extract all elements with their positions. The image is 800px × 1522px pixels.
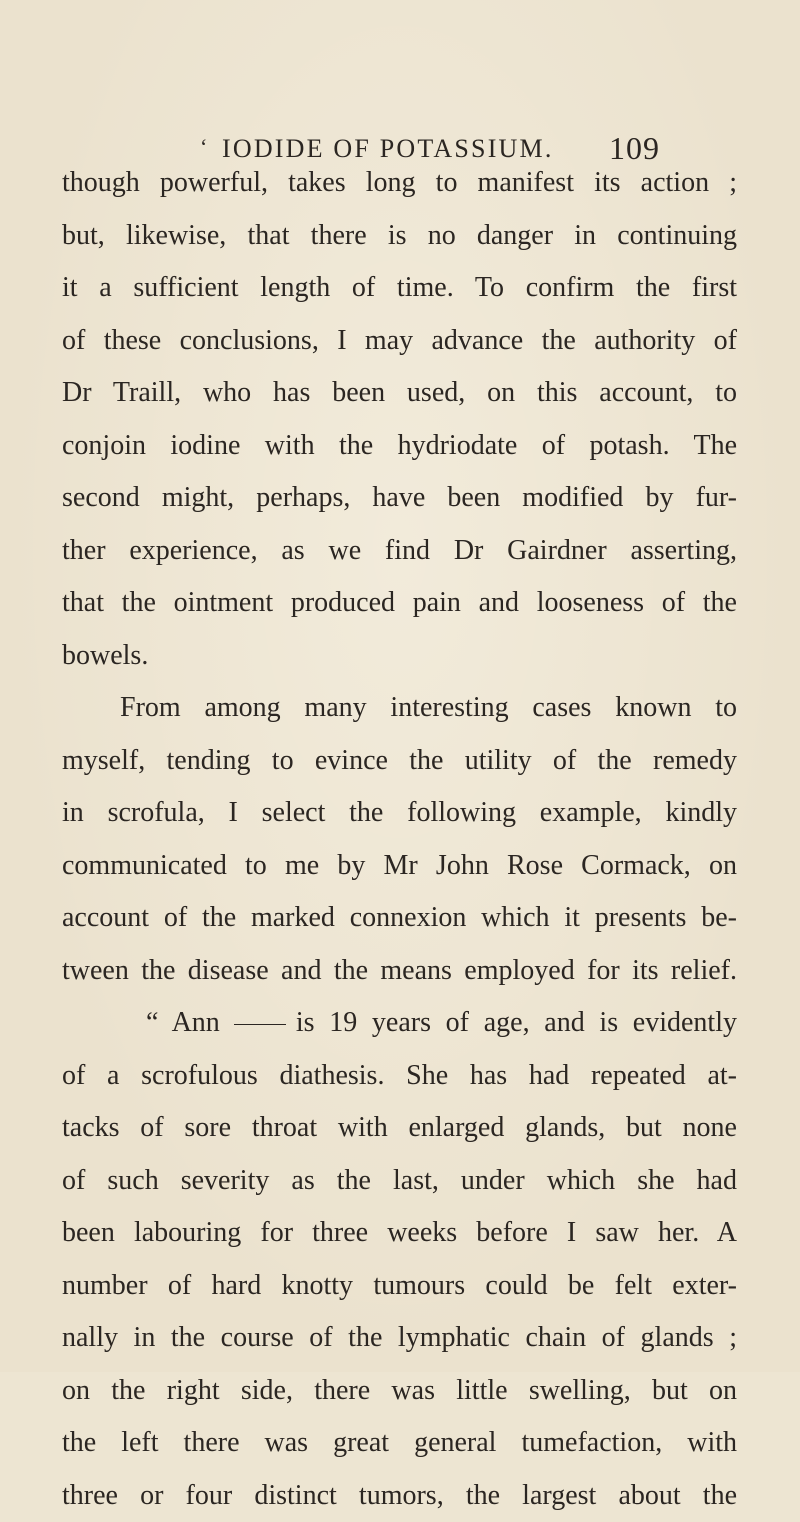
text-line: tacks of sore throat with enlarged glands, but none <box>62 1102 737 1155</box>
text-line: nally in the course of the lymphatic chain of glands ; <box>62 1312 737 1365</box>
text-line: three or four distinct tumors, the largest about the <box>62 1470 737 1522</box>
text-line <box>62 997 737 1050</box>
name-dash <box>234 1024 286 1025</box>
running-title: IODIDE OF POTASSIUM. <box>222 134 554 164</box>
text-line: bowels. <box>62 630 737 683</box>
text-line: in scrofula, I select the following example, kindly <box>62 787 737 840</box>
text-line: on the right side, there was little swelling, but on <box>62 1365 737 1418</box>
text-line: but, likewise, that there is no danger in continuing <box>62 210 737 263</box>
text-line: communicated to me by Mr John Rose Cormack, on <box>62 840 737 893</box>
text-line: of these conclusions, I may advance the authority of <box>62 315 737 368</box>
text-line: Dr Traill, who has been used, on this account, to <box>62 367 737 420</box>
text-line: conjoin iodine with the hydriodate of potash. The <box>62 420 737 473</box>
text-line: account of the marked connexion which it presents be- <box>62 892 737 945</box>
text-line: ther experience, as we find Dr Gairdner asserting, <box>62 525 737 578</box>
header-mark: ‘ <box>200 134 207 160</box>
text-line: second might, perhaps, have been modified by fur- <box>62 472 737 525</box>
text-line: it a sufficient length of time. To confirm the first <box>62 262 737 315</box>
text-line: though powerful, takes long to manifest its action ; <box>62 157 737 210</box>
text-line: From among many interesting cases known to <box>62 682 737 735</box>
text-line: been labouring for three weeks before I saw her. A <box>62 1207 737 1260</box>
text-line: that the ointment produced pain and looseness of the <box>62 577 737 630</box>
text-line: the left there was great general tumefaction, with <box>62 1417 737 1470</box>
page-number: 109 <box>609 130 660 167</box>
text-line: tween the disease and the means employed for its relief. <box>62 945 737 998</box>
quote-open: “ Ann <box>146 1007 220 1038</box>
body-text <box>62 157 737 1522</box>
text-line: number of hard knotty tumours could be felt exter- <box>62 1260 737 1313</box>
quote-rest: is 19 years of age, and is evidently <box>296 1007 737 1038</box>
text-line: of a scrofulous diathesis. She has had repeated at- <box>62 1050 737 1103</box>
text-line: of such severity as the last, under which she had <box>62 1155 737 1208</box>
text-line: myself, tending to evince the utility of the remedy <box>62 735 737 788</box>
